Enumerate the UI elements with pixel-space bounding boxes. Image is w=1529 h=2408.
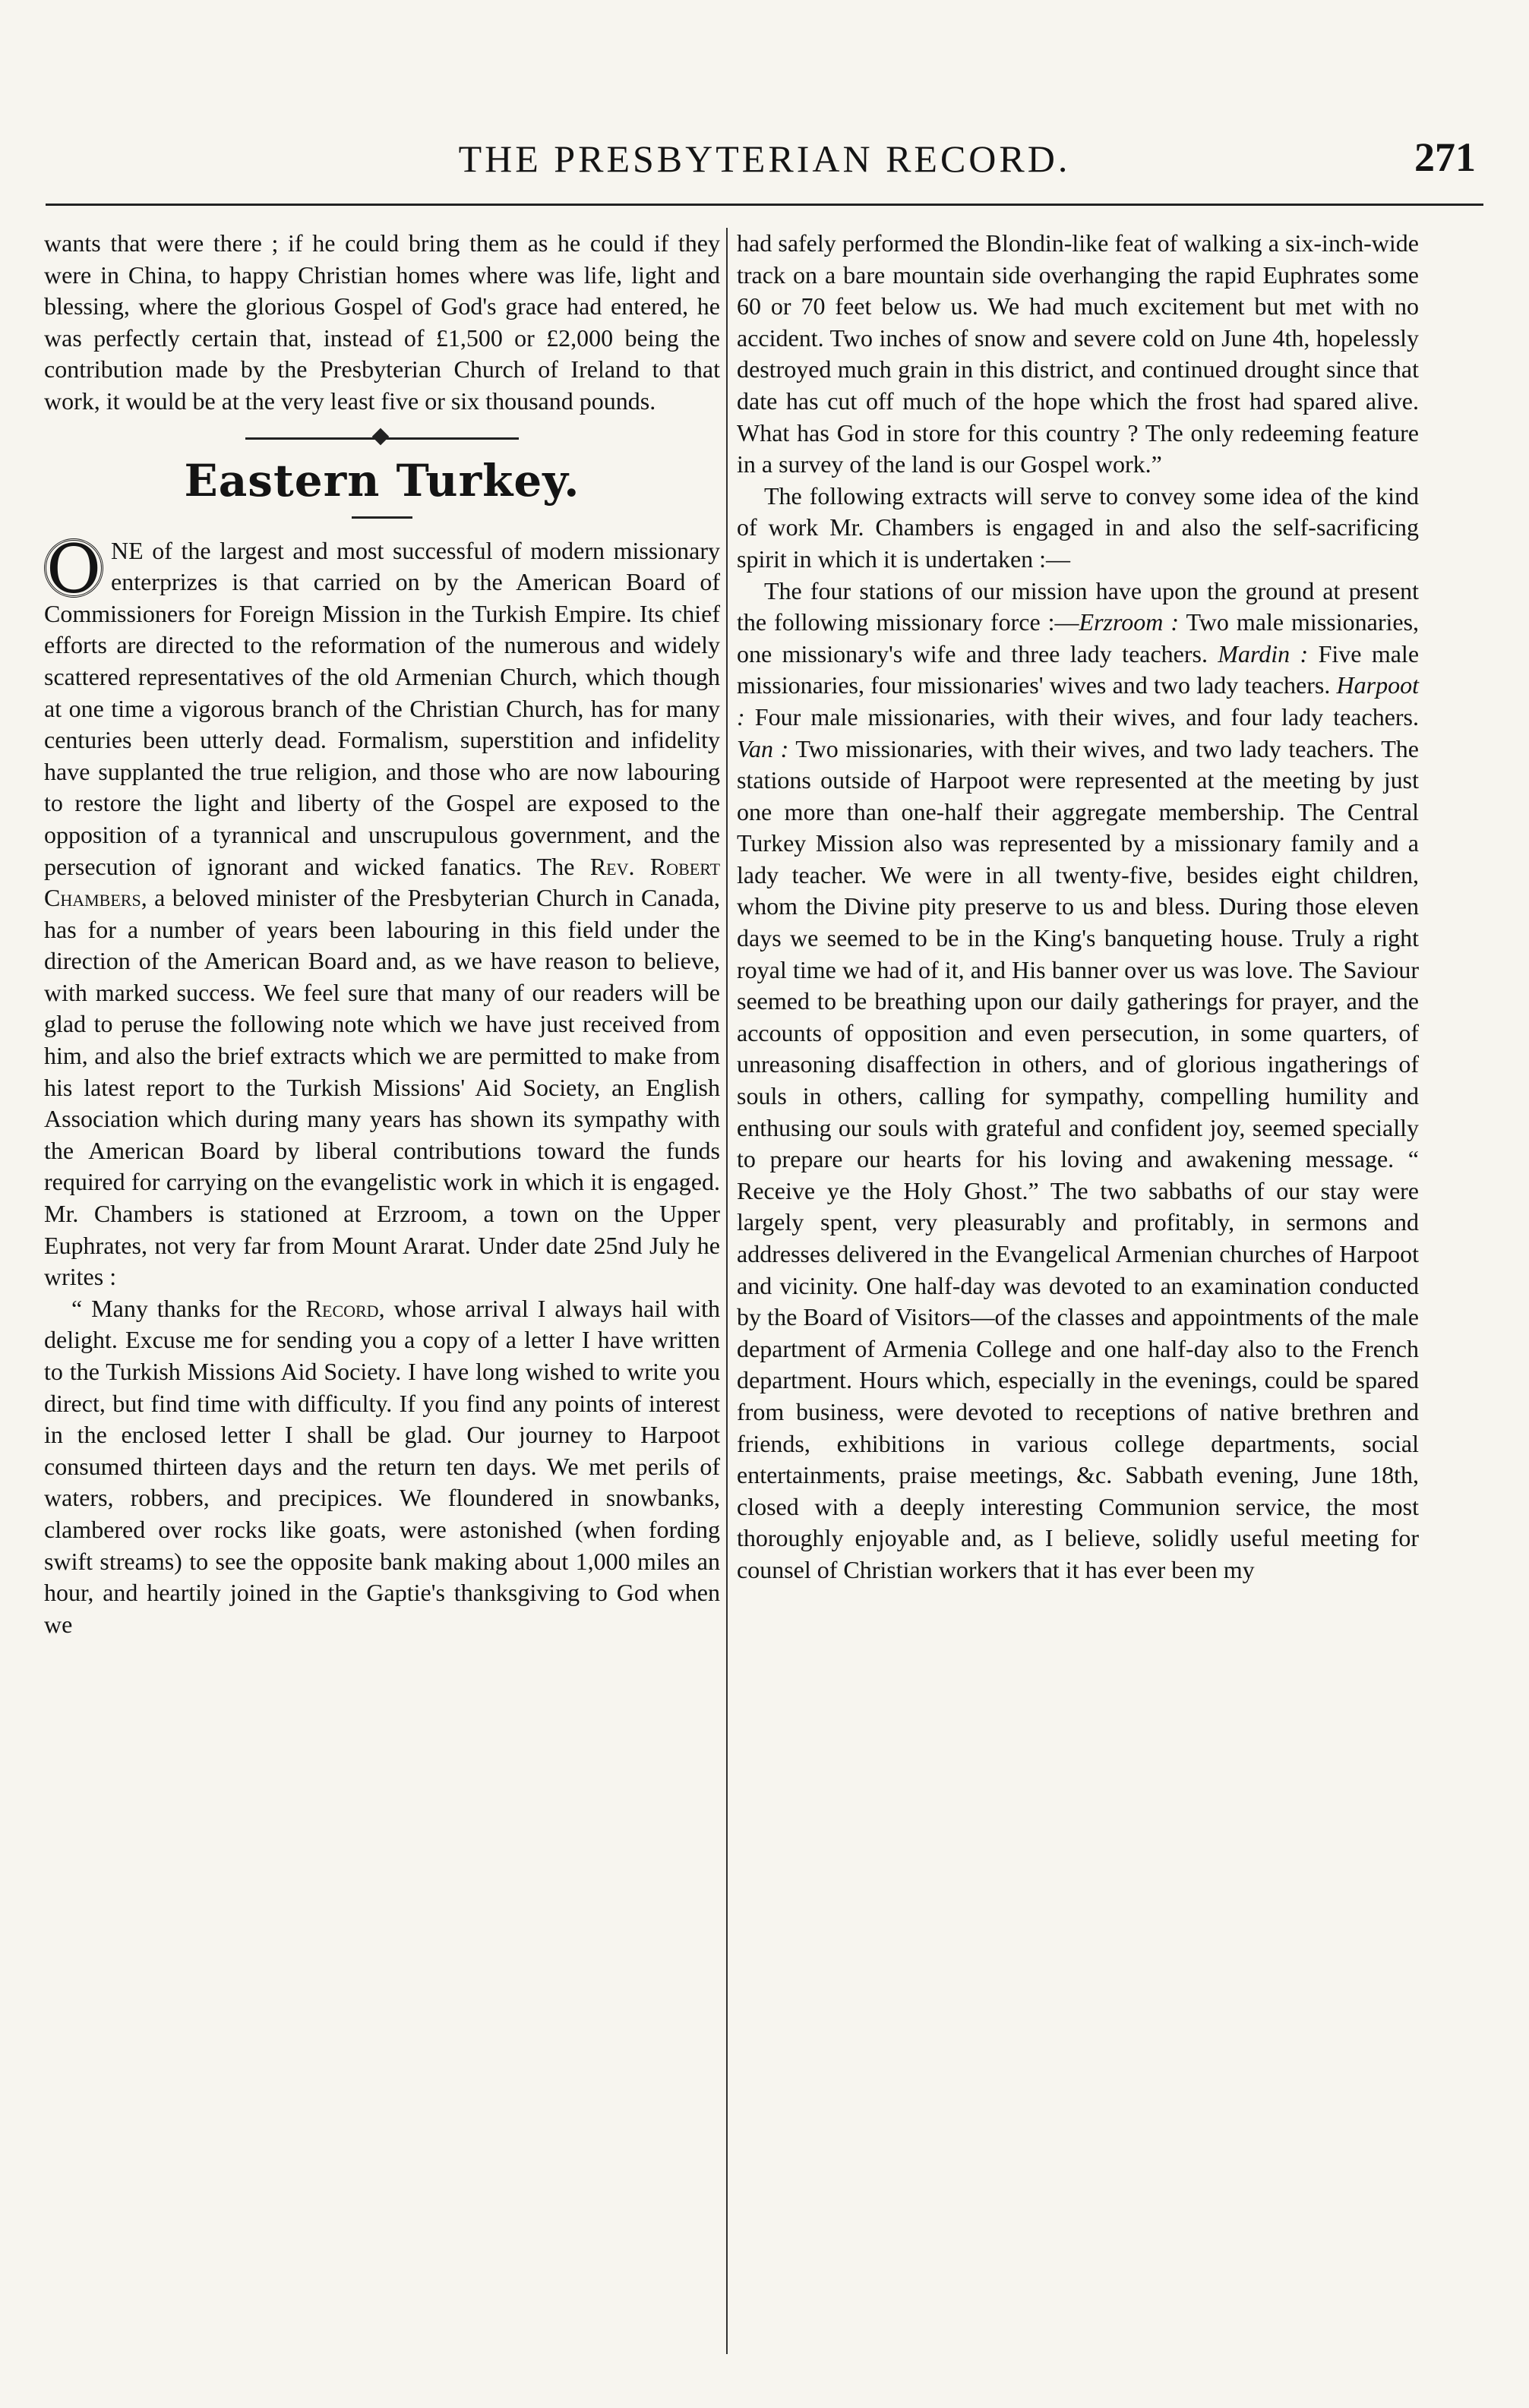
right-column <box>737 228 1419 1586</box>
page-header <box>46 131 1483 191</box>
heading-rule <box>352 516 412 519</box>
article-text-part2: , a beloved minister of the Presbyterian Church in Canada, has for a number of years been labouring in this field under the direction of the American Board and, as we have reason to believe, with marked success. We feel sure that many of our readers will be glad to peruse the following note which we have just received from him, and also the brief extracts which we are permitted to make from his latest report to the Turkish Missions' Aid Society, an English Association which during many years has shown its sympathy with the American Board by liberal contributions toward the funds required for carrying on the evangelistic work in which it is engaged. Mr. Chambers is stationed at Erzroom, a town on the Upper Euphrates, not very far from Mount Ararat. Under date 25nd July he writes : <box>44 884 720 1291</box>
station-mardin: Mardin : <box>1218 639 1309 667</box>
section-heading: Eastern Turkey. <box>184 454 580 507</box>
author-name: Rev. Robert Chambers <box>44 852 721 912</box>
station-harpoot: Harpoot : <box>737 671 1419 731</box>
header-rule <box>46 204 1483 206</box>
station-van: Van : <box>737 734 789 762</box>
extracts-intro: The following extracts will serve to convey some idea of the kind of work Mr. Chambers is engaged in and also the self-sacrificing spirit in which it is undertaken :— <box>737 481 1419 573</box>
ornament-diamond-icon <box>372 428 390 445</box>
letter-text-part1: “ Many thanks for the <box>71 1294 306 1322</box>
report-text-d: Four male missionaries, with their wives, and four lady teachers. <box>744 702 1419 731</box>
article-paragraph <box>44 529 721 1293</box>
page-number: 271 <box>1414 134 1476 180</box>
report-text-b: Two male missionaries, one missionary's wife and three lady teachers. <box>737 608 1420 667</box>
record-word: Record <box>305 1294 379 1322</box>
intro-paragraph: wants that were there ; if he could bring them as he could if they were in China, to happy Christian homes where was life, light and blessing, where the glorious Gospel of God's grace had entered, he was perfectly certain that, instead of £1,500 or £2,000 being the contribution made by the Presbyterian Church of Ireland to that work, it would be at the very least five or six thousand pounds. <box>44 229 720 415</box>
letter-text-part2: , whose arrival I always hail with delight. Excuse me for sending you a copy of a letter I have written to the Turkish Missions Aid Society. I have long wished to write you direct, but find time with difficulty. If you find any points of interest in the enclosed letter I shall be glad. Our journey to Harpoot consumed thirteen days and the return ten days. We met perils of waters, robbers, and precipices. We floundered in snowbanks, clambered over rocks like goats, were astonished (when fording swift streams) to see the opposite bank making about 1,000 miles an hour, and heartily joined in the Gaptie's thanksgiving to God when we <box>44 1294 721 1638</box>
article-text-part1: NE of the largest and most successful of modern missionary enterprizes is that carried on by the American Board of Commissioners for Foreign Mission in the Turkish Empire. Its chief efforts are directed to the reformation of the numerous and widely scattered representatives of the old Armenian Church, which though at one time a vigorous branch of the Christian Church, has for many centuries been utterly dead. Formalism, superstition and infidelity have supplanted the true religion, and those who are now labouring to restore the light and liberty of the Gospel are exposed to the opposition of a tyrannical and unscrupulous government, and the persecution of ignorant and wicked fanatics. The <box>44 536 720 880</box>
column-divider <box>726 228 728 2354</box>
station-erzroom: Erzroom : <box>1079 608 1180 636</box>
letter-continuation: had safely performed the Blondin-like feat of walking a six-inch-wide track on a bare mountain side overhanging the rapid Euphrates some 60 or 70 feet below us. We had much excitement but met with no accident. Two inches of snow and severe cold on June 4th, hopelessly destroyed much grain in this district, and continued drought since that date has cut off much of the hope which the frost had spared alive. What has God in store for this country ? The only redeeming feature in a survey of the land is our Gospel work.” <box>737 229 1419 478</box>
letter-paragraph <box>44 1293 720 1641</box>
ornament-divider <box>44 430 720 447</box>
report-text-e: Two missionaries, with their wives, and two lady teachers. The stations outside of Harpoot were represented at the meeting by just one more than one-half their aggregate membership. The Central Turkey Mission also was represented by a missionary family and a lady teacher. We were in all twenty-five, besides eight children, whom the Divine pity preserve to us and bless. During those eleven days we seemed to be in the King's banqueting house. Truly a right royal time we had of it, and His banner over us was love. The Saviour seemed to be breathing upon our daily gatherings for prayer, and the accounts of opposition and even persecution, in some quarters, of unreasoning disaffection in others, and of glorious ingatherings of souls in others, calling for sympathy, compelling humility and enthusing our souls with grateful and confident joy, seemed specially to prepare our hearts for his loving and awakening message. “ Receive ye the Holy Ghost.” The two sabbaths of our stay were largely spent, very pleasurably and profitably, in sermons and addresses delivered in the Evangelical Armenian churches of Harpoot and vicinity. One half-day was devoted to an examination conducted by the Board of Visitors—of the classes and appointments of the male department of Armenia College and one half-day also to the French department. Hours which, especially in the evenings, could be spared from business, were devoted to receptions of native brethren and friends, exhibitions in various college departments, social entertainments, praise meetings, &c. Sabbath evening, June 18th, closed with a deeply interesting Communion service, the most thoroughly enjoyable and, as I believe, solidly useful meeting for counsel of Christian workers that it has ever been my <box>737 734 1419 1583</box>
drop-cap: O <box>44 538 103 598</box>
running-title: THE PRESBYTERIAN RECORD. <box>458 137 1071 180</box>
report-text-a: The four stations of our mission have upon the ground at present the following missionary force :— <box>737 576 1419 636</box>
report-text-c: Five male missionaries, four missionaries' wives and two lady teachers. <box>737 639 1420 699</box>
report-paragraph <box>737 576 1419 1586</box>
left-column <box>44 228 720 1640</box>
